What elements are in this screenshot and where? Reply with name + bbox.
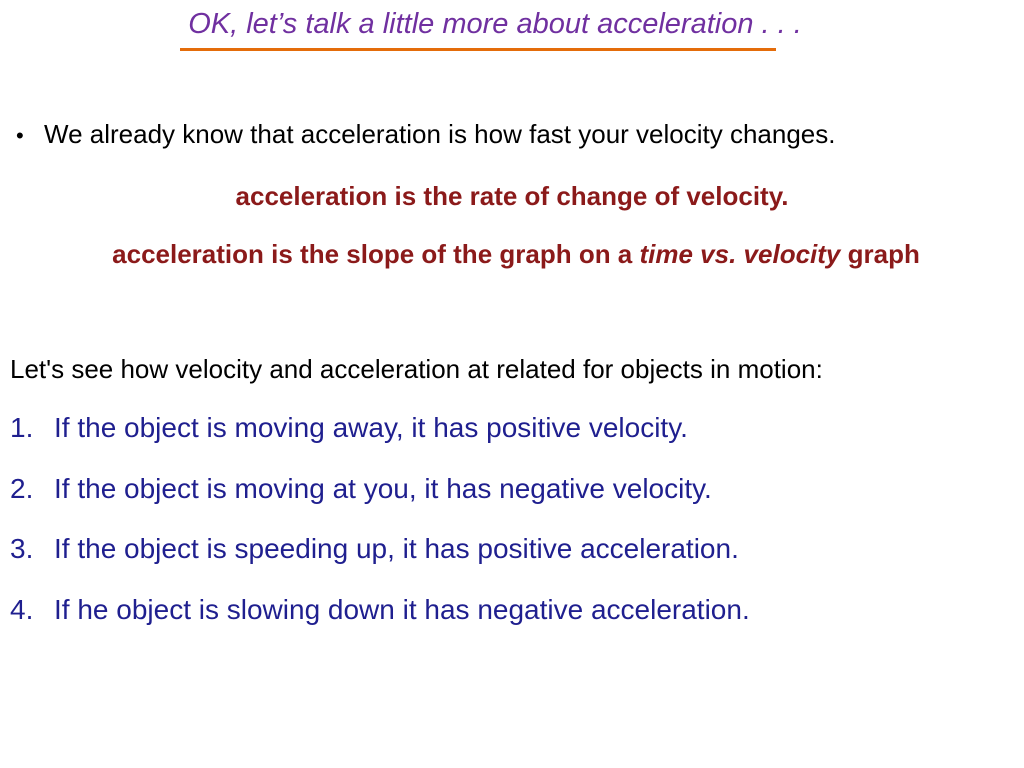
list-item-text: If the object is speeding up, it has positive acceleration. bbox=[54, 533, 739, 564]
bullet-point bbox=[16, 119, 1016, 150]
list-item bbox=[10, 533, 1010, 565]
definition-slope-suffix: graph bbox=[840, 239, 920, 269]
bullet-text: We already know that acceleration is how fast your velocity changes. bbox=[44, 119, 836, 149]
list-item bbox=[10, 473, 1010, 505]
intro-text: Let's see how velocity and acceleration at related for objects in motion: bbox=[10, 354, 823, 384]
definition-rate-of-change: acceleration is the rate of change of velocity. bbox=[235, 181, 789, 211]
definition-slope bbox=[6, 239, 1024, 270]
list-item-number: 3. bbox=[10, 533, 34, 564]
definition-slope-prefix: acceleration is the slope of the graph on a bbox=[112, 239, 640, 269]
list-item-number: 1. bbox=[10, 412, 34, 443]
title-underline bbox=[180, 48, 776, 51]
slide-title: OK, let’s talk a little more about acceleration . . . bbox=[188, 8, 802, 40]
list-item-text: If the object is moving at you, it has negative velocity. bbox=[54, 473, 712, 504]
bullet-icon: • bbox=[16, 123, 24, 148]
list-item bbox=[10, 412, 1010, 444]
definition-slope-italic: time vs. velocity bbox=[639, 239, 841, 269]
list-item bbox=[10, 594, 1010, 626]
list-item-number: 4. bbox=[10, 594, 34, 625]
list-item-text: If he object is slowing down it has negative acceleration. bbox=[54, 594, 750, 625]
list-item-text: If the object is moving away, it has positive velocity. bbox=[54, 412, 688, 443]
list-item-number: 2. bbox=[10, 473, 34, 504]
